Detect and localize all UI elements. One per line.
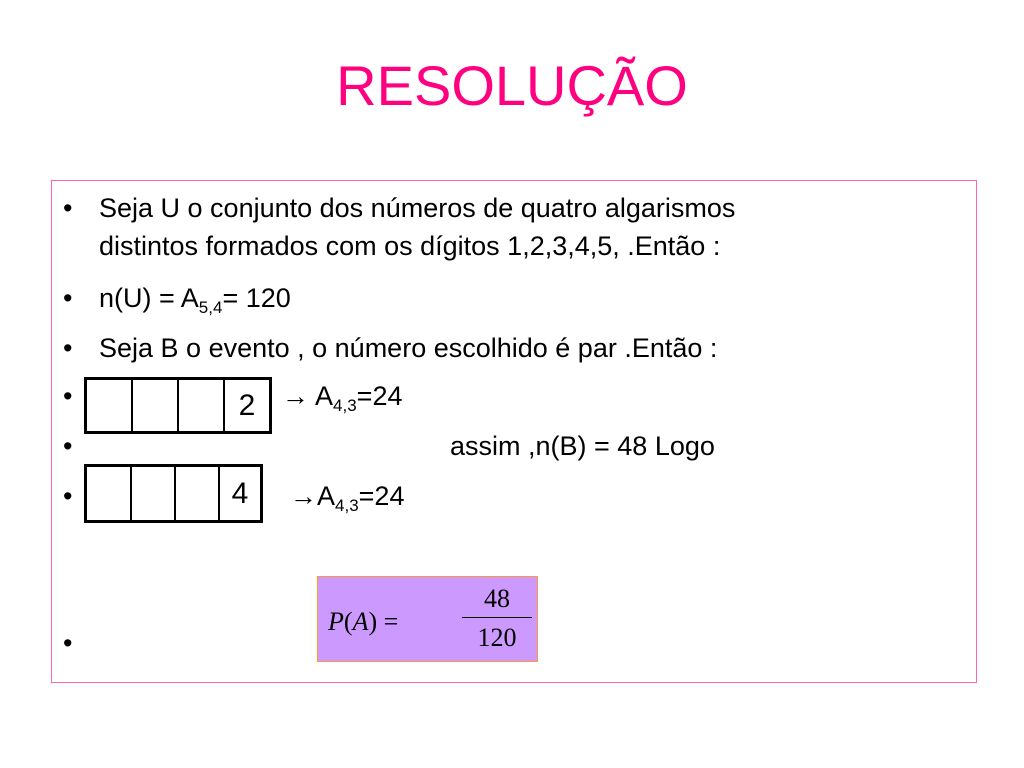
slide-title: RESOLUÇÃO [336, 54, 688, 117]
formula-close-paren: ) [368, 607, 378, 636]
event-line: Seja B o evento , o número escolhido é par .Então : [99, 333, 718, 363]
bullet-marker: • [63, 381, 73, 411]
fraction-bar [462, 617, 532, 618]
arrangement-subscript: 4,3 [333, 396, 357, 415]
bullet-marker: • [63, 431, 73, 461]
digit-cell [179, 380, 225, 431]
digit-cell [176, 467, 220, 520]
arrangement-line-1 [282, 381, 403, 415]
digit-cell [87, 467, 132, 520]
probability-formula [317, 576, 538, 662]
sample-space-prefix: n(U) = A [99, 283, 199, 313]
fraction-denominator: 120 [477, 623, 517, 652]
statement-line-1: Seja U o conjunto dos números de quatro algarismos [99, 193, 736, 223]
fraction-numerator: 48 [484, 584, 510, 613]
formula-lhs [328, 607, 398, 637]
formula-function: P [328, 607, 344, 636]
digit-cell-last: 2 [238, 388, 256, 422]
arrangement-prefix: →A [290, 481, 336, 511]
bullet-marker: • [63, 628, 73, 658]
sample-space-subscript: 5,4 [198, 298, 223, 317]
digit-cell [132, 467, 176, 520]
bullet-marker: • [63, 193, 73, 223]
formula-open-paren: ( [343, 607, 353, 636]
bullet-marker: • [63, 481, 73, 511]
digit-cell-last: 4 [231, 476, 249, 510]
arrangement-suffix: =24 [358, 481, 405, 511]
digit-cells-row-2 [84, 464, 263, 523]
sample-space-line [99, 283, 291, 317]
arrangement-suffix: =24 [356, 381, 403, 411]
formula-argument: A [352, 607, 369, 636]
bullet-marker: • [63, 283, 73, 313]
statement-line-2: distintos formados com os dígitos 1,2,3,4,5, .Então : [99, 231, 721, 261]
digit-cell [87, 380, 133, 431]
sample-space-suffix: = 120 [222, 283, 291, 313]
arrangement-subscript: 4,3 [335, 496, 359, 515]
formula-fraction [462, 583, 532, 654]
arrangement-prefix: → A [282, 381, 334, 411]
bullet-marker: • [63, 333, 73, 363]
favorable-count-line: assim ,n(B) = 48 Logo [450, 431, 715, 461]
arrangement-line-2 [290, 481, 405, 515]
digit-cells-row-1 [84, 377, 272, 434]
digit-cell [133, 380, 179, 431]
formula-equals: = [383, 607, 399, 636]
